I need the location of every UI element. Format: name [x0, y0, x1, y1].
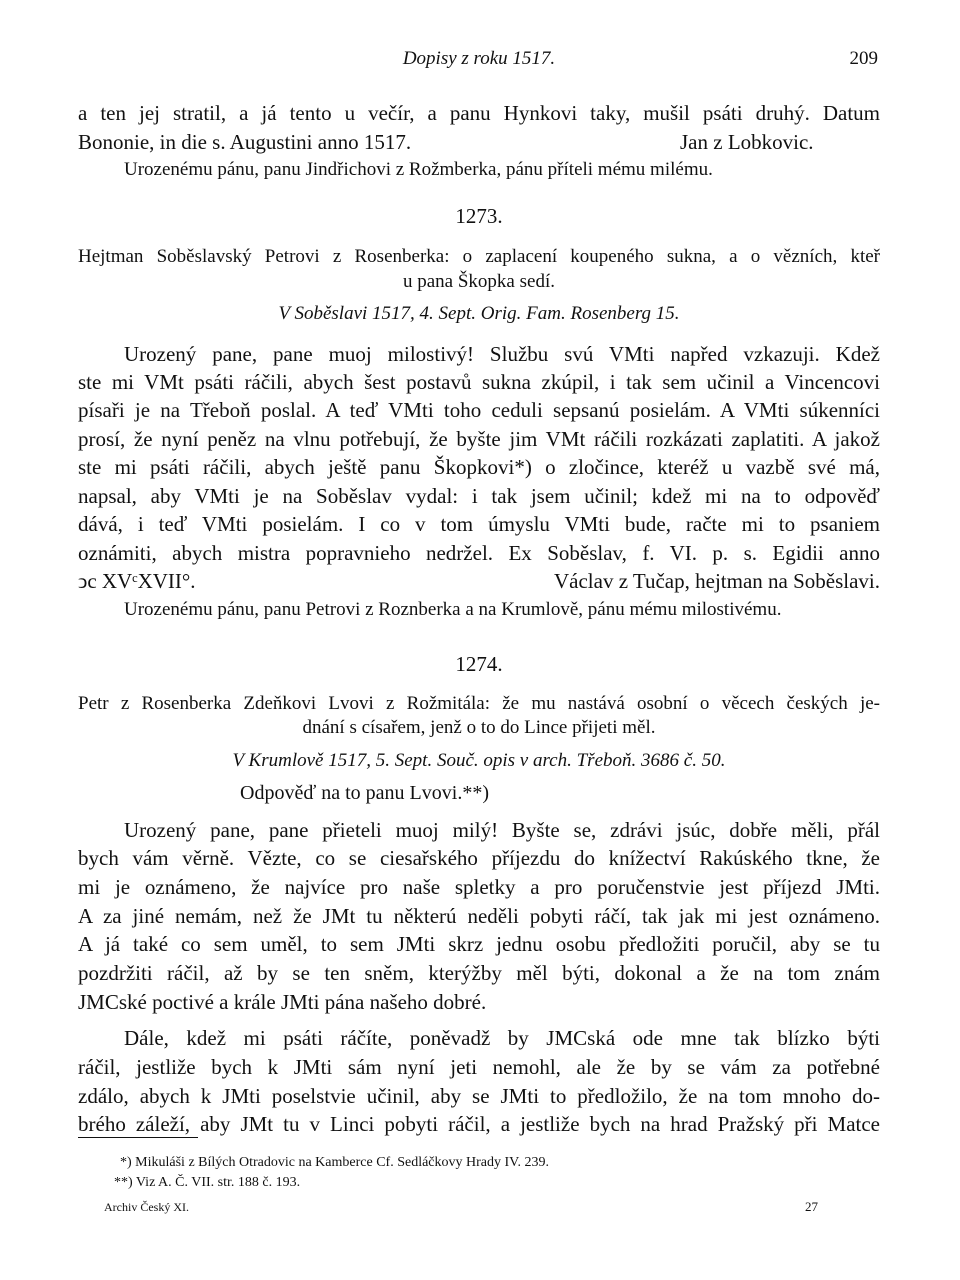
footnote: *) Mikuláši z Bílých Otradovic na Kamberce Cf. Sedláčkovy Hrady IV. 239. [120, 1155, 549, 1170]
text-line: mi je oznámeno, že najvíce pro naše spletky a pro poručenstvie jest příjezd JMti. [78, 875, 880, 899]
summary-line: u pana Škopka sedí. [403, 271, 555, 292]
summary-line: Petr z Rosenberka Zdeňkovi Lvovi z Rožmitála: že mu nastává osobní o věcech českých je- [78, 693, 880, 714]
footnote: **) Viz A. Č. VII. str. 188 č. 193. [114, 1175, 301, 1190]
text-line: Urozený pane, pane přieteli muoj milý! Byšte se, zdrávi jsúc, dobře měli, přál [124, 818, 880, 842]
text-line: brého záleží, aby JMt tu v Linci pobyti ráčil, a jestliže bych na hrad Pražský při Matce [78, 1112, 880, 1136]
letter-number: 1274. [455, 652, 503, 676]
text-line: prosí, že nyní peněz na vlnu potřebují, že byšte jim VMt ráčili rozkázati zaplatiti. A jakož [78, 427, 880, 451]
text-line: Urozený pane, pane muoj milostivý! Službu svú VMti napřed vzkazuji. Kdež [124, 342, 880, 366]
text-line: ste mi psáti ráčili, abych ještě panu Škopkovi*) o zločince, kteréž u vazbě své má, [78, 455, 880, 479]
text-line: A já také co sem uměl, to sem JMti skrz jednu osobu předložiti poručil, aby se tu [78, 932, 880, 956]
text-line: JMCské poctivé a krále JMti pána našeho dobré. [78, 990, 487, 1014]
summary-line: Hejtman Soběslavský Petrovi z Rosenberka: o zaplacení koupeného sukna, a o vězních, kteř [78, 246, 880, 267]
running-title: Dopisy z roku 1517. [402, 48, 556, 69]
text-line: pozdržiti ráčil, až by se ten sněm, kterýžby měl býti, dokonal a že na tom znám [78, 961, 880, 985]
summary-line: dnání s císařem, jenž o to do Lince přijeti měl. [302, 717, 656, 738]
source-line: V Soběslavi 1517, 4. Sept. Orig. Fam. Rosenberg 15. [278, 303, 680, 324]
text-line: Bononie, in die s. Augustini anno 1517. [78, 130, 412, 154]
text-line: napsal, aby VMti je na Soběslav vydal: i tak jsem učinil; kdež mi na to odpověď [78, 484, 880, 508]
text-line: písaři je na Třeboň poslal. A teď VMti toho ceduli sepsanú posielám. A VMti súkenníci [78, 398, 880, 422]
text-line: ste mi VMt psáti ráčili, abych šest postavů sukna zkúpil, i tak sem učinil a Vincencovi [78, 370, 880, 394]
address-line: Urozenému pánu, panu Jindřichovi z Rožmberka, pánu příteli mému milému. [124, 159, 713, 180]
document-page [78, 0, 880, 1280]
address-line: Urozenému pánu, panu Petrovi z Roznberka a na Krumlově, pánu mému milostivému. [124, 599, 782, 620]
page-number: 209 [849, 48, 878, 69]
date-line: ↄc XVᶜXVII°. [78, 569, 196, 593]
text-line: ráčil, jestliže bych k JMti sám nyní jeti nemohl, ale že by se vám za potřebné [78, 1055, 880, 1079]
text-line: A za jiné nemám, než že JMt tu některú neděli pobyti ráčí, tak jak mi jest oznámeno. [78, 904, 880, 928]
signature: Jan z Lobkovic. [680, 130, 814, 154]
reply-subtitle: Odpověď na to panu Lvovi.**) [240, 782, 489, 804]
text-line: oznámiti, abych mistra popravnieho nedržel. Ex Soběslav, f. VI. p. s. Egidii anno [78, 541, 880, 565]
text-line: zdálo, abych k JMti poselstvie učinil, aby se JMti to předložilo, že na tom mnoho do- [78, 1084, 880, 1108]
text-line: Dále, kdež mi psáti ráčíte, poněvadž by JMCská ode mne tak blízko býti [124, 1026, 880, 1050]
letter-number: 1273. [455, 204, 503, 228]
footer-sheet-number: 27 [805, 1199, 818, 1214]
footer-signature: Archiv Český XI. [104, 1200, 189, 1214]
source-line: V Krumlově 1517, 5. Sept. Souč. opis v arch. Třeboň. 3686 č. 50. [232, 750, 726, 771]
signature: Václav z Tučap, hejtman na Soběslavi. [553, 569, 880, 593]
text-line: bych vám věrně. Vězte, co se ciesařského příjezdu do knížectví Rakúského tkne, že [78, 846, 880, 870]
footnote-rule [78, 1137, 198, 1138]
text-line: a ten jej stratil, a já tento u večír, a panu Hynkovi taky, mušil psáti druhý. Datum [78, 101, 880, 125]
text-line: dává, i teď VMti posielám. I co v tom úmyslu VMti bude, račte mi to psaniem [78, 512, 880, 536]
